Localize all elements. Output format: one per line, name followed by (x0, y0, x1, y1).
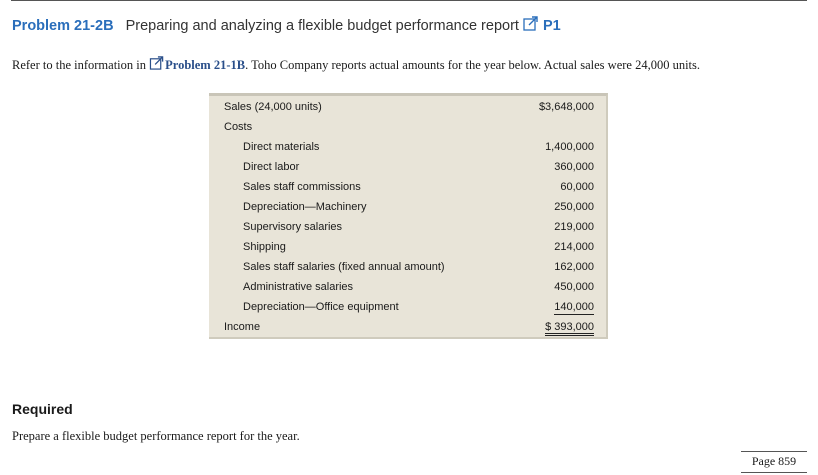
external-link-icon[interactable] (523, 16, 539, 35)
objective-badge[interactable]: P1 (542, 18, 561, 34)
required-text: Prepare a flexible budget performance report for the year. (12, 429, 300, 443)
row-label: Supervisory salaries (243, 221, 343, 233)
row-label: Direct labor (243, 161, 300, 173)
table-row (209, 98, 608, 116)
row-amount: 1,400,000 (545, 141, 594, 153)
intro-paragraph (12, 56, 700, 74)
row-label: Depreciation—Machinery (243, 201, 367, 213)
row-amount: 219,000 (554, 221, 594, 233)
table-row (209, 158, 608, 176)
row-amount: 140,000 (554, 301, 594, 313)
row-amount: 360,000 (554, 161, 594, 173)
row-amount: $3,648,000 (538, 101, 594, 113)
row-label: Direct materials (243, 141, 320, 153)
table-row (209, 318, 608, 336)
page-number: Page 859 (741, 451, 807, 473)
problem-link[interactable]: Problem 21-1B (165, 58, 246, 72)
intro-text-after: . Toho Company reports actual amounts for the year below. Actual sales were 24,000 units. (245, 58, 701, 72)
row-amount: $ 393,000 (545, 321, 594, 336)
top-divider (11, 0, 807, 1)
row-label: Sales (24,000 units) (224, 101, 322, 113)
row-label: Income (224, 321, 261, 333)
table-row (209, 218, 608, 236)
required-heading: Required (12, 401, 73, 417)
row-label: Costs (224, 121, 253, 133)
row-label: Sales staff commissions (243, 181, 361, 193)
table-row (209, 118, 608, 136)
row-amount: 60,000 (560, 181, 594, 193)
table-row (209, 178, 608, 196)
row-label: Shipping (243, 241, 286, 253)
table-row (209, 138, 608, 156)
row-amount: 162,000 (554, 261, 594, 273)
row-amount: 214,000 (554, 241, 594, 253)
table-row (209, 258, 608, 276)
table-row (209, 298, 608, 316)
external-link-icon[interactable] (149, 56, 165, 74)
problem-heading (12, 16, 561, 35)
row-amount: 250,000 (554, 201, 594, 213)
row-label: Depreciation—Office equipment (243, 301, 399, 313)
table-row (209, 278, 608, 296)
row-amount: 450,000 (554, 281, 594, 293)
intro-text-before: Refer to the information in (12, 58, 146, 72)
table-row (209, 198, 608, 216)
problem-title: Preparing and analyzing a flexible budget performance report (125, 18, 519, 34)
row-label: Administrative salaries (243, 281, 354, 293)
actual-results-table (209, 93, 608, 339)
table-row (209, 238, 608, 256)
row-label: Sales staff salaries (fixed annual amount) (243, 261, 445, 273)
problem-number: Problem 21-2B (12, 18, 114, 34)
